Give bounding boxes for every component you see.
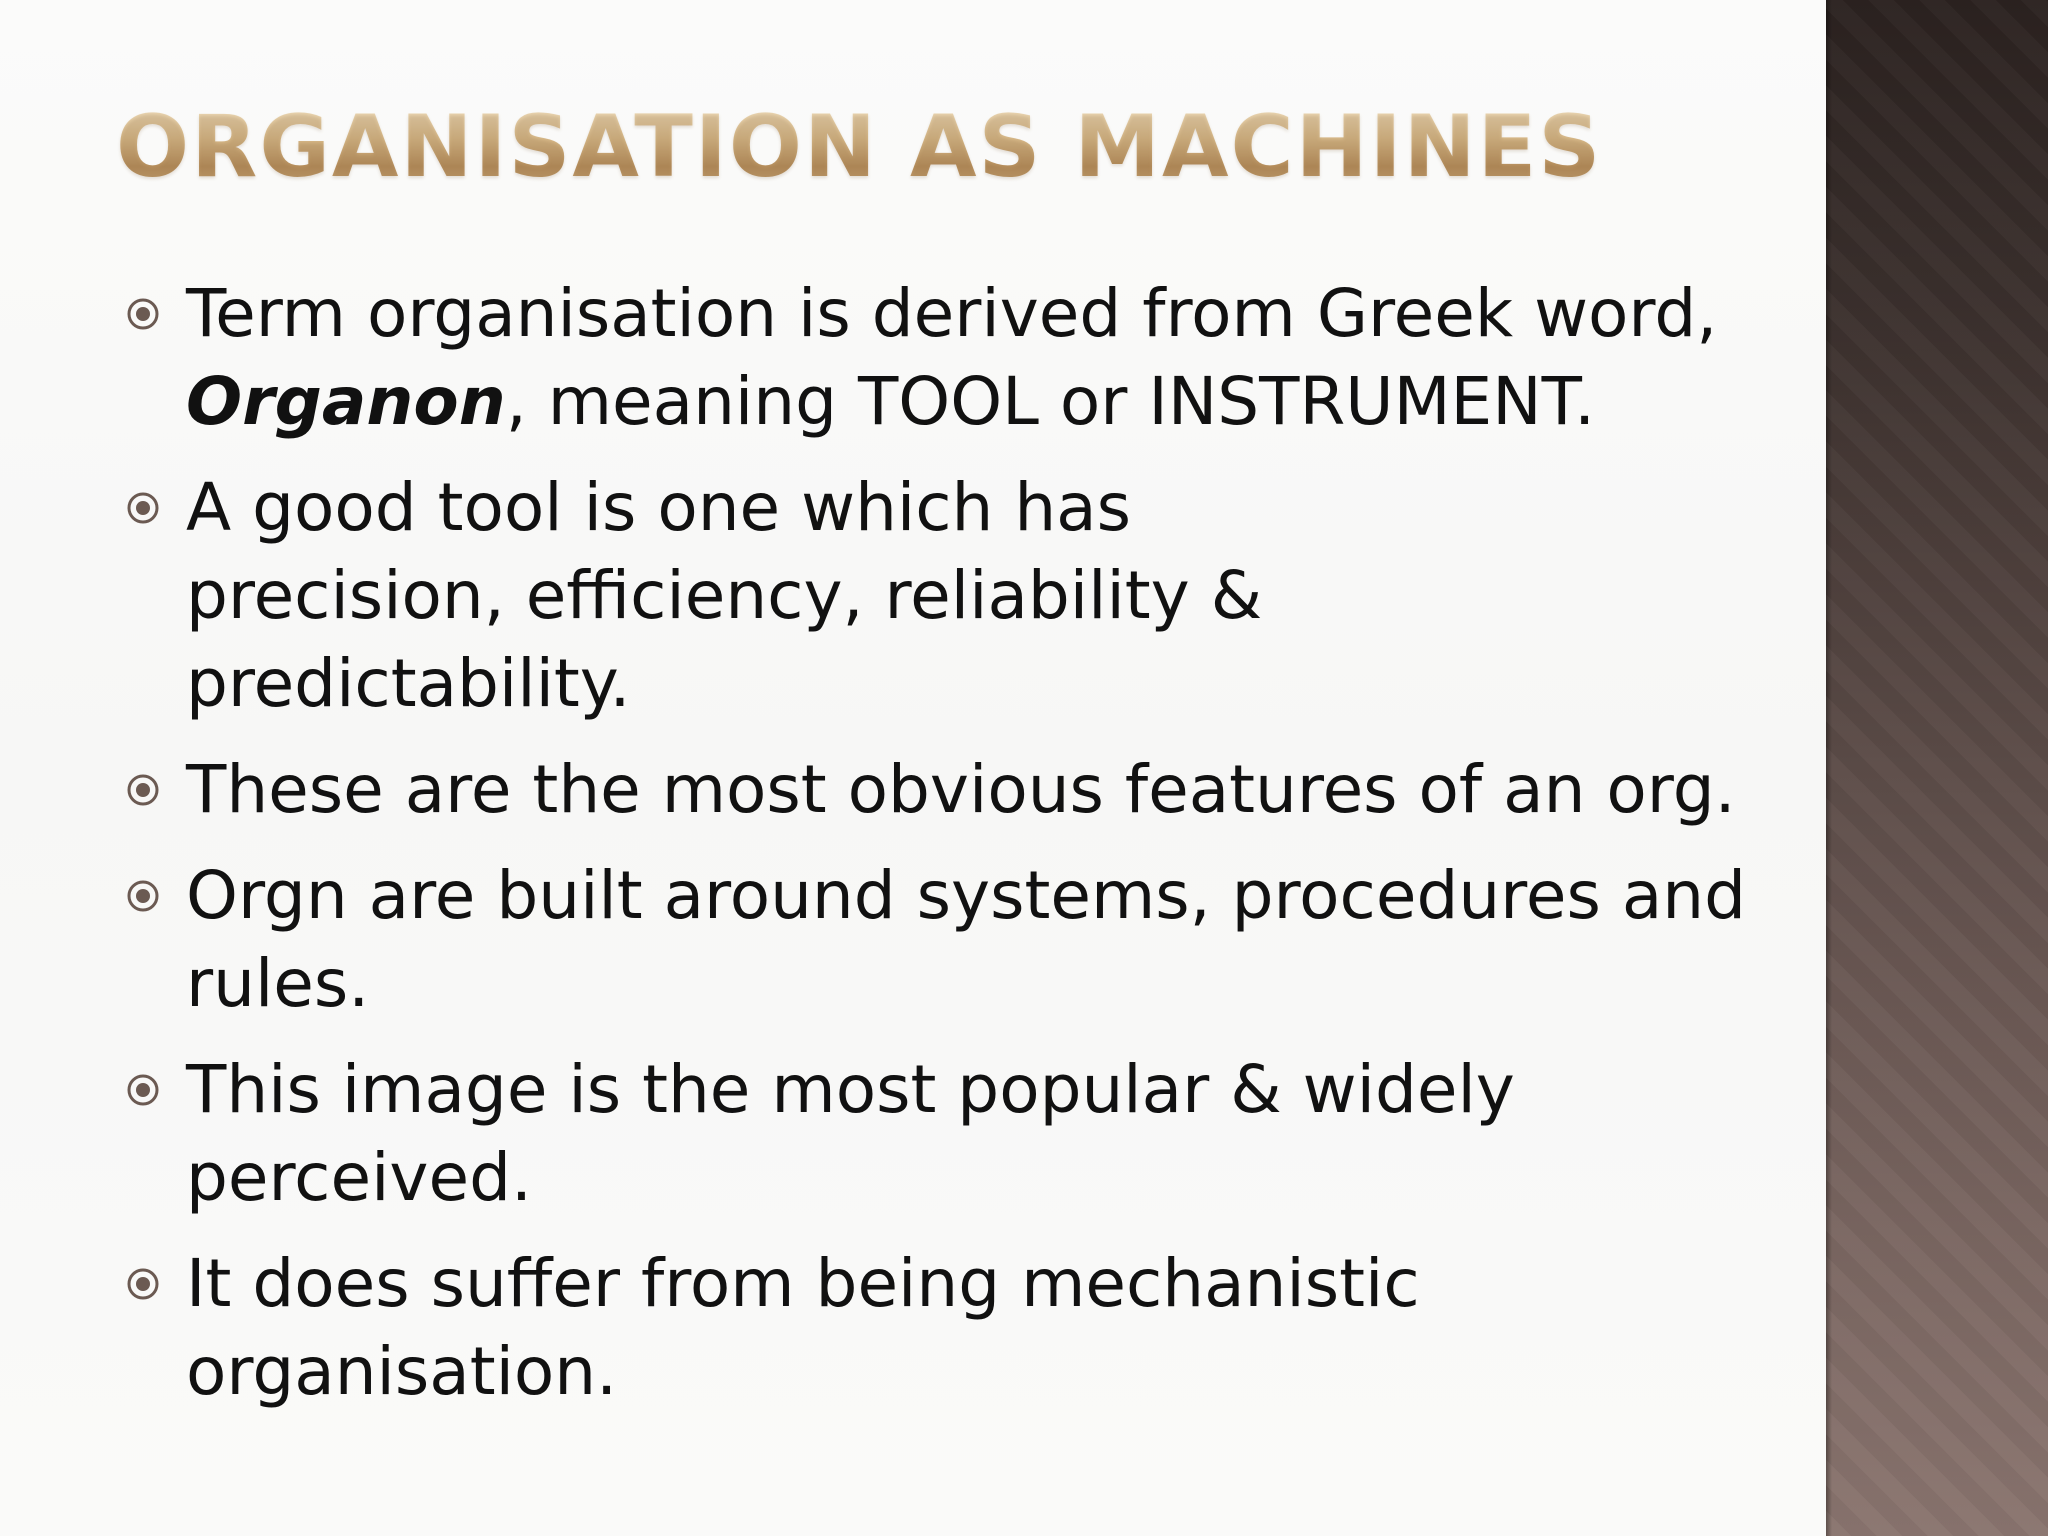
bullet-text-after: , meaning TOOL or INSTRUMENT. [505, 363, 1596, 440]
bullet-item-organon [126, 270, 1806, 446]
bullet-item-good-tool [126, 464, 1806, 728]
bullet-item-obvious-features [126, 746, 1806, 834]
organon-emphasis: Organon [186, 363, 506, 440]
bullet-item-mechanistic [126, 1240, 1806, 1416]
bullet-text: Orgn are built around systems, procedures and rules. [186, 857, 1746, 1022]
circled-dot-icon [126, 1267, 160, 1301]
bullet-text [186, 270, 1806, 446]
bullet-text: These are the most obvious features of an org. [186, 751, 1736, 828]
bullet-text: It does suffer from being mechanistic organisation. [186, 1245, 1420, 1410]
circled-dot-icon [126, 491, 160, 525]
decorative-side-panel [1826, 0, 2048, 1536]
bullet-item-systems [126, 852, 1806, 1028]
bullet-item-popular-image [126, 1046, 1806, 1222]
circled-dot-icon [126, 773, 160, 807]
slide-title: ORGANISATION AS MACHINES [116, 97, 1603, 197]
bullet-list [126, 270, 1806, 1434]
bullet-text: This image is the most popular & widely perceived. [186, 1051, 1515, 1216]
circled-dot-icon [126, 1073, 160, 1107]
circled-dot-icon [126, 879, 160, 913]
circled-dot-icon [126, 297, 160, 331]
bullet-text-before: Term organisation is derived from Greek word, [186, 275, 1718, 352]
bullet-text: A good tool is one which has precision, efficiency, reliability & predictability. [186, 469, 1263, 722]
